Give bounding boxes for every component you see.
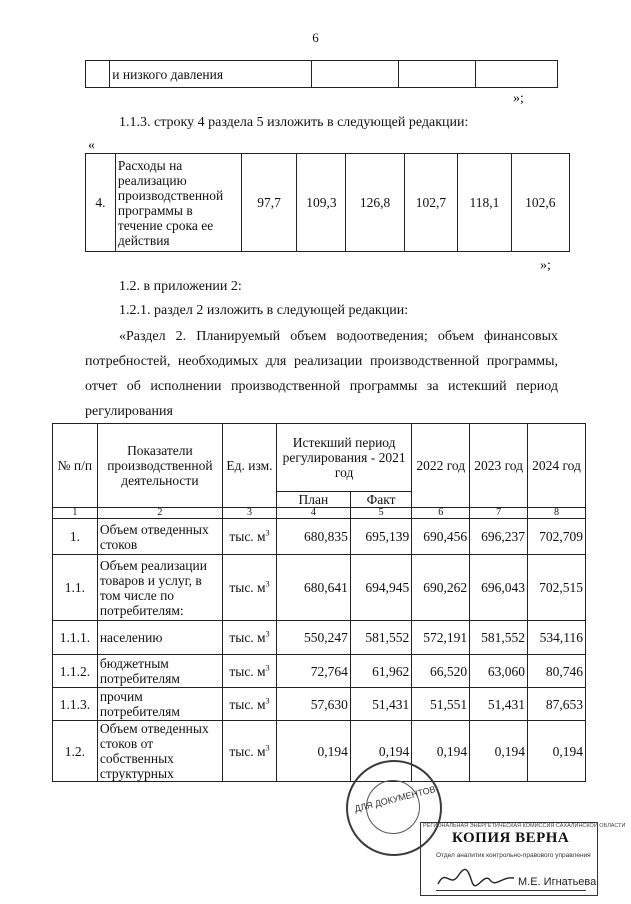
row-value: 0,194: [470, 721, 528, 782]
table-row: [53, 721, 586, 782]
row-value: 57,630: [276, 688, 350, 721]
row-num: 1.1.3.: [53, 688, 98, 721]
row-value: 702,515: [528, 555, 586, 621]
row4-value: 126,8: [346, 154, 404, 252]
row-value: 0,194: [350, 721, 411, 782]
row-value: 534,116: [528, 621, 586, 655]
stamp-signer-name: М.Е. Игнатьева: [518, 876, 597, 888]
top-table-fragment: [85, 60, 558, 88]
row-value: 696,237: [470, 519, 528, 555]
index-cell: 4: [276, 508, 350, 519]
top-table-cell-empty: [86, 61, 110, 88]
row-num: 1.: [53, 519, 98, 555]
table-row: [53, 655, 586, 688]
row-value: 51,431: [470, 688, 528, 721]
row4-table: [85, 153, 570, 252]
index-cell: 7: [470, 508, 528, 519]
header-plan: План: [276, 492, 350, 508]
table-row: [53, 621, 586, 655]
table-row: [53, 688, 586, 721]
top-table-cell-empty: [311, 61, 398, 88]
row4-label: Расходы на реализацию производственной программы в течение срока ее действия: [115, 154, 241, 252]
row-unit: тыс. $м^3$: [223, 655, 277, 688]
row-value: 694,945: [350, 555, 411, 621]
stamp-title: КОПИЯ ВЕРНА: [452, 830, 570, 846]
row-value: 66,520: [412, 655, 470, 688]
row-value: 581,552: [470, 621, 528, 655]
row4-value: 102,6: [511, 154, 569, 252]
paragraph-1-2: 1.2. в приложении 2:: [119, 279, 242, 294]
top-table-cell-text: и низкого давления: [110, 61, 312, 88]
index-cell: 6: [412, 508, 470, 519]
header-period: Истекший период регулирования - 2021 год: [276, 424, 411, 492]
top-table-cell-empty: [475, 61, 557, 88]
row-num: 1.1.2.: [53, 655, 98, 688]
header-2022: 2022 год: [412, 424, 470, 508]
row-name: Объем отведенных стоков: [97, 519, 222, 555]
row-value: 0,194: [528, 721, 586, 782]
row-unit: тыс. $м^3$: [223, 555, 277, 621]
row-value: 690,456: [412, 519, 470, 555]
row-value: 51,551: [412, 688, 470, 721]
signature-icon: [436, 866, 516, 890]
header-2024: 2024 год: [528, 424, 586, 508]
row-value: 51,431: [350, 688, 411, 721]
closing-quote: »;: [513, 91, 524, 106]
row-unit: тыс. $м^3$: [223, 721, 277, 782]
row-value: 550,247: [276, 621, 350, 655]
row4-value: 102,7: [404, 154, 458, 252]
row-num: 1.1.1.: [53, 621, 98, 655]
row-name: бюджетным потребителям: [97, 655, 222, 688]
row-value: 87,653: [528, 688, 586, 721]
row-value: 572,191: [412, 621, 470, 655]
top-table-cell-empty: [398, 61, 475, 88]
header-unit: Ед. изм.: [223, 424, 277, 508]
paragraph-1-2-1: 1.2.1. раздел 2 изложить в следующей редакции:: [119, 303, 409, 318]
signature-line: [436, 890, 586, 891]
round-seal-text: ДЛЯ ДОКУМЕНТОВ: [353, 784, 437, 814]
row-unit: тыс. $м^3$: [223, 621, 277, 655]
index-cell: 8: [528, 508, 586, 519]
row-value: 72,764: [276, 655, 350, 688]
table-row: [53, 519, 586, 555]
row4-value: 118,1: [458, 154, 512, 252]
index-cell: 3: [223, 508, 277, 519]
row-name: Объем реализации товаров и услуг, в том числе по потребителям:: [97, 555, 222, 621]
row-value: 63,060: [470, 655, 528, 688]
row4-num: 4.: [86, 154, 116, 252]
main-table: [52, 423, 586, 782]
stamp-department: Отдел аналитик контрольно-правового управления: [436, 852, 591, 859]
row-value: 690,262: [412, 555, 470, 621]
row-value: 61,962: [350, 655, 411, 688]
row-value: 695,139: [350, 519, 411, 555]
page-number: 6: [312, 30, 319, 45]
row-name: Объем отведенных стоков от собственных структурных: [97, 721, 222, 782]
row-value: 680,835: [276, 519, 350, 555]
row-num: 1.1.: [53, 555, 98, 621]
row-value: 80,746: [528, 655, 586, 688]
index-cell: 2: [97, 508, 222, 519]
index-cell: 5: [350, 508, 411, 519]
header-indicator: Показатели производственной деятельности: [97, 424, 222, 508]
row4-value: 109,3: [297, 154, 346, 252]
row-value: 696,043: [470, 555, 528, 621]
section-2-title: «Раздел 2. Планируемый объем водоотведения; объем финансовых потребностей, необходимых для реализации производственной программы, отчет об исполнении производственной программы за истекший период регулирования: [85, 329, 558, 419]
stamp-organization: РЕГИОНАЛЬНАЯ ЭНЕРГЕТИЧЕСКАЯ КОМИССИЯ САХАЛИНСКОЙ ОБЛАСТИ: [423, 823, 626, 829]
opening-quote: «: [88, 138, 95, 153]
row-value: 581,552: [350, 621, 411, 655]
row-num: 1.2.: [53, 721, 98, 782]
closing-quote: »;: [540, 258, 551, 273]
table-row: [53, 555, 586, 621]
header-num: № п/п: [53, 424, 98, 508]
row-unit: тыс. $м^3$: [223, 688, 277, 721]
header-2023: 2023 год: [470, 424, 528, 508]
row-name: населению: [97, 621, 222, 655]
row-value: 702,709: [528, 519, 586, 555]
row-unit: тыс. $м^3$: [223, 519, 277, 555]
header-fact: Факт: [350, 492, 411, 508]
index-cell: 1: [53, 508, 98, 519]
row-value: 0,194: [276, 721, 350, 782]
row4-value: 97,7: [241, 154, 297, 252]
row-value: 680,641: [276, 555, 350, 621]
row-value: 0,194: [412, 721, 470, 782]
paragraph-1-1-3: 1.1.3. строку 4 раздела 5 изложить в следующей редакции:: [119, 115, 469, 130]
row-name: прочим потребителям: [97, 688, 222, 721]
